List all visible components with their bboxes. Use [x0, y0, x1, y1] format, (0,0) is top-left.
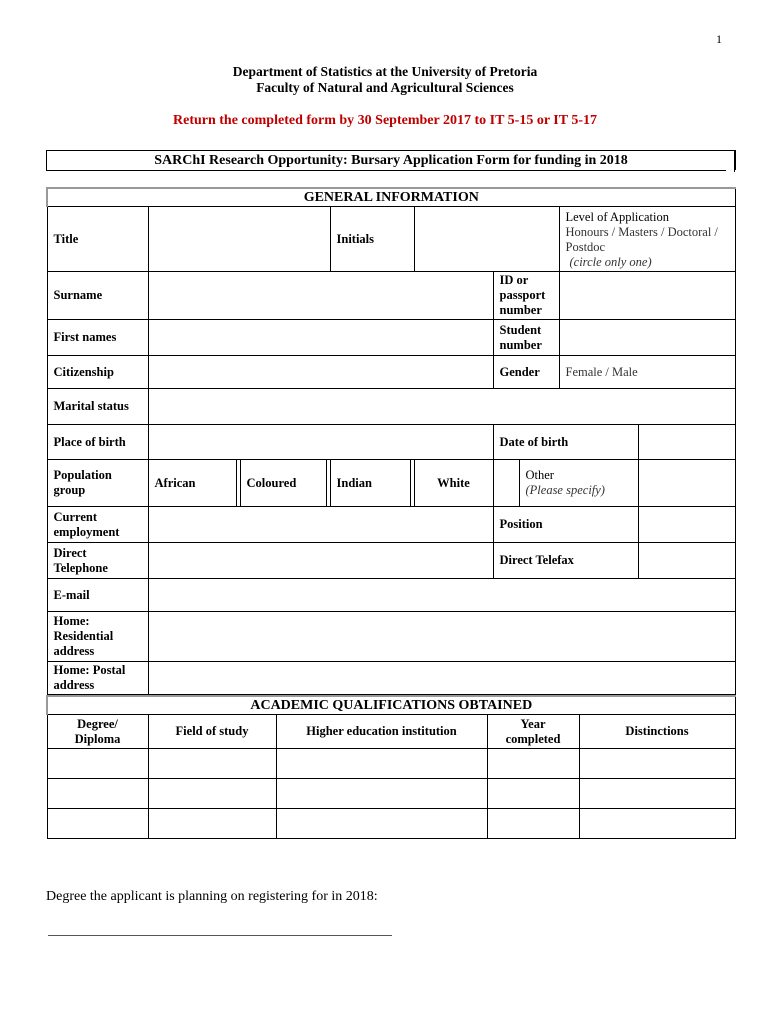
degree-cell[interactable]	[47, 809, 148, 839]
title-right-border	[734, 150, 735, 172]
surname-field[interactable]	[148, 272, 493, 320]
current-employment-label: Current employment	[47, 507, 148, 543]
column-degree: Degree/ Diploma	[47, 715, 148, 749]
marital-status-label: Marital status	[47, 389, 148, 425]
gender-options[interactable]: Female / Male	[559, 356, 735, 389]
faculty-heading: Faculty of Natural and Agricultural Sciences	[256, 80, 514, 95]
marital-status-field[interactable]	[148, 389, 735, 425]
email-label: E-mail	[47, 579, 148, 612]
page-number: 1	[716, 32, 722, 46]
please-specify-note: (Please specify)	[525, 483, 605, 497]
institution-cell[interactable]	[276, 749, 487, 779]
level-of-application[interactable]	[559, 207, 735, 272]
home-postal-label: Home: Postal address	[47, 662, 148, 695]
field-cell[interactable]	[148, 779, 276, 809]
home-residential-field[interactable]	[148, 612, 735, 662]
level-options: Honours / Masters / Doctoral / Postdoc	[565, 225, 718, 254]
level-heading: Level of Application	[565, 210, 669, 224]
current-employment-field[interactable]	[148, 507, 493, 543]
african-option: African	[148, 460, 236, 507]
student-number-field[interactable]	[559, 320, 735, 356]
degree-cell[interactable]	[47, 749, 148, 779]
initials-field[interactable]	[414, 207, 559, 272]
indian-option: Indian	[330, 460, 410, 507]
distinctions-cell[interactable]	[579, 749, 735, 779]
place-of-birth-label: Place of birth	[47, 425, 148, 460]
general-information-table	[46, 187, 736, 695]
direct-telefax-label: Direct Telefax	[493, 543, 638, 579]
other-specify-field[interactable]	[638, 460, 735, 507]
first-names-field[interactable]	[148, 320, 493, 356]
coloured-option: Coloured	[240, 460, 326, 507]
surname-label: Surname	[47, 272, 148, 320]
degree-answer-line[interactable]	[48, 935, 392, 936]
year-cell[interactable]	[487, 749, 579, 779]
year-cell[interactable]	[487, 779, 579, 809]
email-field[interactable]	[148, 579, 735, 612]
citizenship-label: Citizenship	[47, 356, 148, 389]
direct-telephone-label: Direct Telephone	[47, 543, 148, 579]
column-institution: Higher education institution	[276, 715, 487, 749]
institution-cell[interactable]	[276, 779, 487, 809]
place-of-birth-field[interactable]	[148, 425, 493, 460]
title-field[interactable]	[148, 207, 330, 272]
white-option: White	[414, 460, 493, 507]
form-title: SARChI Research Opportunity: Bursary Application Form for funding in 2018	[46, 150, 736, 170]
degree-question: Degree the applicant is planning on registering for in 2018:	[46, 889, 378, 904]
column-distinctions: Distinctions	[579, 715, 735, 749]
year-cell[interactable]	[487, 809, 579, 839]
id-passport-field[interactable]	[559, 272, 735, 320]
population-group-label: Population group	[47, 460, 148, 507]
student-number-label: Student number	[493, 320, 559, 356]
gender-label: Gender	[493, 356, 559, 389]
direct-telephone-field[interactable]	[148, 543, 493, 579]
first-names-label: First names	[47, 320, 148, 356]
department-heading: Department of Statistics at the University of Pretoria	[232, 64, 538, 79]
position-label: Position	[493, 507, 638, 543]
initials-label: Initials	[330, 207, 414, 272]
level-note: (circle only one)	[569, 255, 652, 269]
column-year-completed: Year completed	[487, 715, 579, 749]
field-cell[interactable]	[148, 749, 276, 779]
home-postal-field[interactable]	[148, 662, 735, 695]
institution-cell[interactable]	[276, 809, 487, 839]
home-residential-label: Home: Residential address	[47, 612, 148, 662]
academic-heading: ACADEMIC QUALIFICATIONS OBTAINED	[47, 696, 735, 715]
column-field-of-study: Field of study	[148, 715, 276, 749]
field-cell[interactable]	[148, 809, 276, 839]
citizenship-field[interactable]	[148, 356, 493, 389]
other-label: Other	[525, 468, 554, 482]
id-passport-label: ID or passport number	[493, 272, 559, 320]
date-of-birth-label: Date of birth	[493, 425, 638, 460]
general-information-heading: GENERAL INFORMATION	[47, 188, 735, 207]
deadline-notice: Return the completed form by 30 September 2017 to IT 5-15 or IT 5-17	[173, 113, 597, 128]
academic-qualifications-table	[46, 695, 736, 839]
table-row	[47, 779, 735, 809]
white-checkbox[interactable]	[493, 460, 519, 507]
other-option	[519, 460, 638, 507]
direct-telefax-field[interactable]	[638, 543, 735, 579]
date-of-birth-field[interactable]	[638, 425, 735, 460]
title-label: Title	[47, 207, 148, 272]
position-field[interactable]	[638, 507, 735, 543]
degree-cell[interactable]	[47, 779, 148, 809]
table-row	[47, 809, 735, 839]
distinctions-cell[interactable]	[579, 809, 735, 839]
table-row	[47, 749, 735, 779]
title-underline	[46, 170, 726, 171]
distinctions-cell[interactable]	[579, 779, 735, 809]
